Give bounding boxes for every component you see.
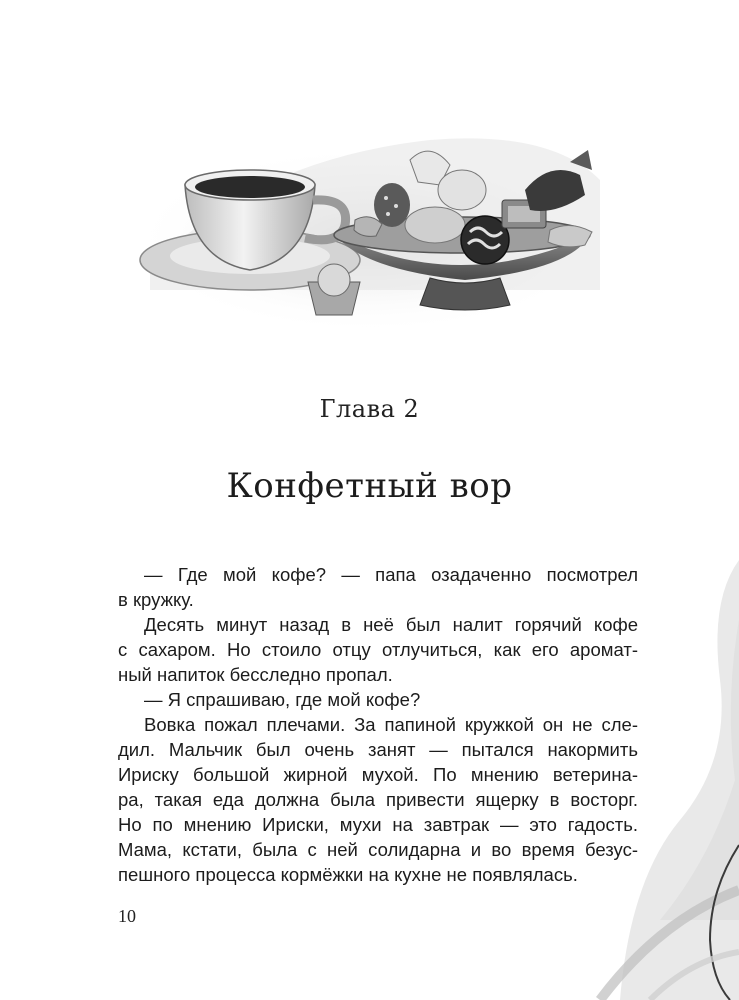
decorative-side-art [560, 560, 739, 1000]
text-line: Но по мнению Ириски, мухи на завтрак — это гадость. [118, 814, 638, 835]
text-line: ра, такая еда должна была привести ящерку в восторг. [118, 789, 638, 810]
text-line: — Где мой кофе? — папа озадаченно посмотрел [144, 564, 638, 585]
text-line: в кружку. [118, 589, 194, 610]
text-line: дил. Мальчик был очень занят — пытался накормить [118, 739, 638, 760]
page-number: 10 [118, 906, 136, 926]
text-line: Десять минут назад в неё был налит горячий кофе [144, 614, 638, 635]
text-line: Мама, кстати, была с ней солидарна и во время безус- [118, 839, 638, 860]
text-line: Вовка пожал плечами. За папиной кружкой он не сле- [144, 714, 638, 735]
chapter-number: Глава 2 [319, 395, 420, 423]
coffee-and-candy-illustration [130, 120, 610, 335]
chapter-title: Конфетный вор [226, 466, 513, 506]
text-line: Ириску большой жирной мухой. По мнению ветерина- [118, 764, 638, 785]
text-line: ный напиток бесследно пропал. [118, 664, 393, 685]
text-line: пешного процесса кормёжки на кухне не появлялась. [118, 864, 578, 885]
text-line: с сахаром. Но стоило отцу отлучиться, как его аромат- [118, 639, 638, 660]
text-line: — Я спрашиваю, где мой кофе? [144, 689, 421, 710]
